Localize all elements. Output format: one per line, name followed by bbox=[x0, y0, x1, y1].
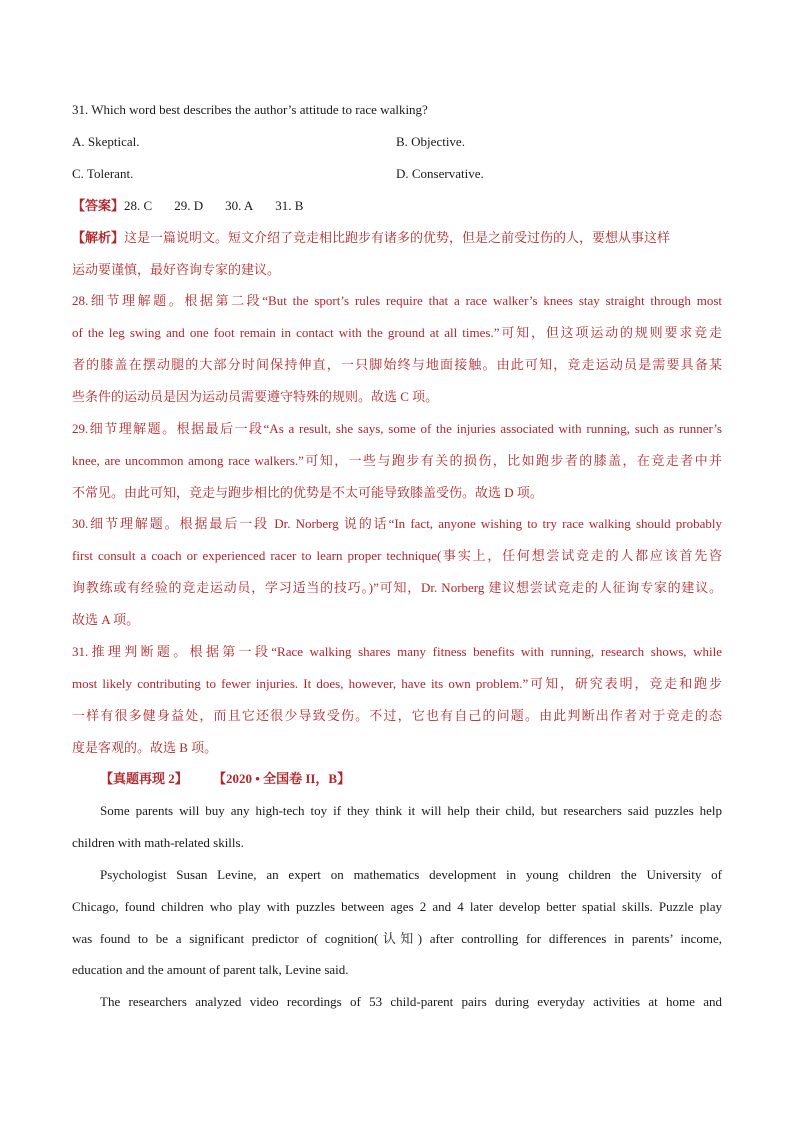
section-label: 【真题再现 2】 bbox=[100, 771, 188, 786]
analysis-line: 故选 A 项。 bbox=[72, 612, 140, 627]
analysis-label: 【解析】 bbox=[72, 230, 125, 245]
analysis-line: 询教练或有经验的竞走运动员，学习适当的技巧。)”可知，Dr. Norberg 建议想尝试竞走的人征询专家的建议。 bbox=[72, 580, 722, 595]
analysis-line: 28.细节理解题。根据第二段“But the sport’s rules require that a race walker’s knees stay straight through most bbox=[72, 293, 722, 308]
option-a: A. Skeptical. bbox=[72, 134, 140, 149]
option-d: D. Conservative. bbox=[396, 166, 484, 181]
passage-line: children with math-related skills. bbox=[72, 835, 244, 850]
answer-item: 30. A bbox=[225, 198, 254, 213]
analysis-line: 运动要谨慎，最好咨询专家的建议。 bbox=[72, 262, 281, 277]
answer-label: 【答案】 bbox=[72, 198, 125, 213]
analysis-line: 些条件的运动员是因为运动员需要遵守特殊的规则。故选 C 项。 bbox=[72, 389, 439, 404]
analysis-line: 29.细节理解题。根据最后一段“As a result, she says, some of the injuries associated with running, such as runner’s bbox=[72, 421, 722, 436]
question-31-options-row-2 bbox=[72, 164, 722, 184]
section-heading bbox=[100, 769, 720, 789]
section-source: 【2020 • 全国卷 II，B】 bbox=[213, 771, 351, 786]
analysis-text: 这是一篇说明文。短文介绍了竞走相比跑步有诸多的优势，但是之前受过伤的人，要想从事这样 bbox=[124, 230, 671, 245]
passage-line: Chicago, found children who play with puzzles between ages 2 and 4 later develop better spatial skills. Puzzle play bbox=[72, 899, 722, 914]
analysis-line: 度是客观的。故选 B 项。 bbox=[72, 740, 218, 755]
passage-line: was found to be a significant predictor of cognition(认知) after controlling for differences in parents’ income, bbox=[72, 931, 722, 946]
analysis-line: knee, are uncommon among race walkers.”可知，一些与跑步有关的损伤，比如跑步者的膝盖，在竞走者中并 bbox=[72, 453, 722, 468]
answer-item: 31. B bbox=[275, 198, 304, 213]
passage-line: education and the amount of parent talk, Levine said. bbox=[72, 962, 349, 977]
analysis-line: first consult a coach or experienced racer to learn proper technique(事实上，任何想尝试竞走的人都应该首先咨 bbox=[72, 548, 722, 563]
answer-item: 28. C bbox=[124, 198, 153, 213]
passage-line: Psychologist Susan Levine, an expert on mathematics development in young children the University of bbox=[100, 867, 722, 882]
analysis-line: of the leg swing and one foot remain in contact with the ground at all times.”可知，但这项运动的规则要求竞走 bbox=[72, 325, 722, 340]
option-c: C. Tolerant. bbox=[72, 166, 134, 181]
analysis-line: 31.推理判断题。根据第一段“Race walking shares many fitness benefits with running, research shows, while bbox=[72, 644, 722, 659]
answer-line bbox=[72, 196, 722, 216]
passage-line: Some parents will buy any high-tech toy if they think it will help their child, but researchers said puzzles help bbox=[100, 803, 722, 818]
analysis-line: 一样有很多健身益处，而且它还很少导致受伤。不过，它也有自己的问题。由此判断出作者对于竞走的态 bbox=[72, 708, 722, 723]
analysis-line bbox=[72, 228, 722, 248]
question-31-stem: 31. Which word best describes the author’s attitude to race walking? bbox=[72, 102, 428, 117]
analysis-line: 不常见。由此可知，竞走与跑步相比的优势是不太可能导致膝盖受伤。故选 D 项。 bbox=[72, 485, 543, 500]
analysis-line: most likely contributing to fewer injuries. It does, however, have its own problem.”可知，研究表明，竞走和跑步 bbox=[72, 676, 722, 691]
analysis-line: 者的膝盖在摆动腿的大部分时间保持伸直，一只脚始终与地面接触。由此可知，竞走运动员是需要具备某 bbox=[72, 357, 722, 372]
analysis-line: 30.细节理解题。根据最后一段 Dr. Norberg 说的话“In fact, anyone wishing to try race walking should probably bbox=[72, 516, 722, 531]
answer-item: 29. D bbox=[174, 198, 204, 213]
question-31-options-row-1 bbox=[72, 132, 722, 152]
passage-line: The researchers analyzed video recordings of 53 child-parent pairs during everyday activities at home and bbox=[100, 994, 722, 1009]
option-b: B. Objective. bbox=[396, 134, 465, 149]
